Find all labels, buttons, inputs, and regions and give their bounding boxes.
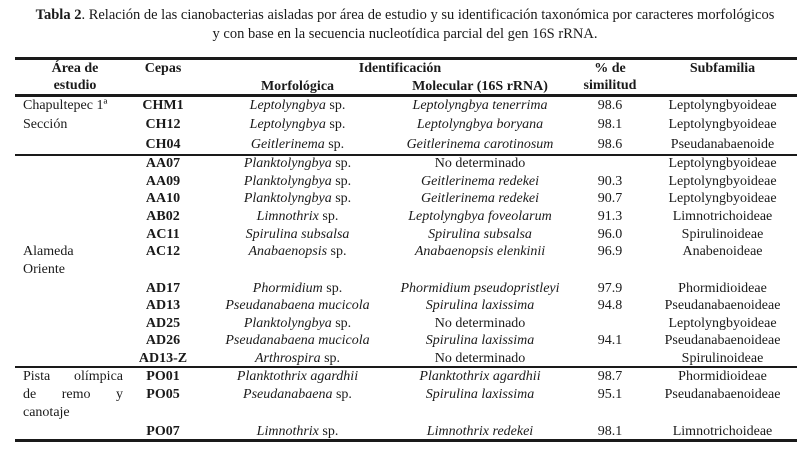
morfologica-id xyxy=(200,97,395,114)
molecular-id: Leptolyngbya boryana xyxy=(416,117,544,132)
subfamilia: Phormidioideae xyxy=(678,369,767,384)
area-label-pista-line2 xyxy=(23,386,123,403)
area-label-chapultepec-line2: Sección xyxy=(23,117,68,132)
morfologica-id xyxy=(200,136,395,153)
cepa-code: AA10 xyxy=(145,191,181,206)
subfamilia: Leptolyngbyoideae xyxy=(668,98,777,113)
species-suffix: sp. xyxy=(331,191,352,206)
similarity-pct: 98.1 xyxy=(597,424,623,439)
species-suffix: sp. xyxy=(318,209,339,224)
morfologica-id xyxy=(200,386,395,403)
similarity-pct: 98.7 xyxy=(597,369,623,384)
header-area-line1: Área de xyxy=(51,61,99,76)
genus-name: Pseudanabaena mucicola xyxy=(225,298,370,313)
cepa-code: PO05 xyxy=(146,387,180,402)
cepa-code: AC12 xyxy=(145,244,181,259)
morfologica-id xyxy=(200,280,395,297)
cepa-code: AD25 xyxy=(145,316,181,331)
area-label-chapultepec-line1: Chapultepec 1ª xyxy=(23,98,108,113)
cepa-code: AD13-Z xyxy=(138,351,188,366)
molecular-id: Spirulina laxissima xyxy=(425,387,535,402)
morfologica-id xyxy=(200,350,395,367)
similarity-pct: 90.7 xyxy=(597,191,623,206)
genus-name: Planktolyngbya xyxy=(243,191,332,206)
genus-name: Spirulina subsalsa xyxy=(245,227,350,242)
subfamilia: Pseudanabaenoideae xyxy=(664,387,781,402)
genus-name: Planktothrix agardhii xyxy=(236,369,359,384)
species-suffix: sp. xyxy=(324,137,345,152)
similarity-pct: 94.8 xyxy=(597,298,623,313)
subfamilia: Phormidioideae xyxy=(678,281,767,296)
morfologica-id xyxy=(200,332,395,349)
caption-line-1 xyxy=(0,6,810,25)
molecular-id: Geitlerinema carotinosum xyxy=(406,137,554,152)
cepa-code: AC11 xyxy=(146,227,180,242)
morfologica-id xyxy=(200,243,395,260)
molecular-id: Leptolyngbya tenerrima xyxy=(412,98,548,113)
cepa-code: AA07 xyxy=(145,156,181,171)
molecular-id: No determinado xyxy=(434,156,526,171)
molecular-id: Spirulina laxissima xyxy=(425,333,535,348)
molecular-id: Anabaenopsis elenkinii xyxy=(414,244,546,259)
genus-name: Limnothrix xyxy=(256,424,319,439)
genus-name: Phormidium xyxy=(252,281,323,296)
subfamilia: Pseudanabaenoide xyxy=(670,137,775,152)
morfologica-id xyxy=(200,423,395,440)
subfamilia: Leptolyngbyoideae xyxy=(668,156,777,171)
subfamilia: Limnotrichoideae xyxy=(672,209,773,224)
genus-name: Planktolyngbya xyxy=(243,316,332,331)
morfologica-id xyxy=(200,226,395,243)
similarity-pct: 96.9 xyxy=(597,244,623,259)
cepa-code: PO01 xyxy=(146,369,180,384)
cepa-code: AD17 xyxy=(145,281,181,296)
genus-name: Geitlerinema xyxy=(250,137,325,152)
similarity-pct: 94.1 xyxy=(597,333,623,348)
morfologica-id xyxy=(200,315,395,332)
species-suffix: sp. xyxy=(322,281,343,296)
area-label-pista-line3: canotaje xyxy=(23,405,70,420)
subfamilia: Anabenoideae xyxy=(682,244,763,259)
cepa-code: CH04 xyxy=(145,137,181,152)
similarity-pct: 98.1 xyxy=(597,117,623,132)
header-pct-line2: similitud xyxy=(583,78,637,93)
species-suffix: sp. xyxy=(318,424,339,439)
area-label-alameda-line2: Oriente xyxy=(23,262,65,277)
molecular-id: Geitlerinema redekei xyxy=(420,174,540,189)
species-suffix: sp. xyxy=(331,316,352,331)
cepa-code: AA09 xyxy=(145,174,181,189)
molecular-id: No determinado xyxy=(434,316,526,331)
header-area-line2: estudio xyxy=(53,78,97,93)
caption-label: Tabla 2 xyxy=(35,7,82,23)
header-cepas: Cepas xyxy=(144,61,182,76)
morfologica-id xyxy=(200,155,395,172)
molecular-id: Limnothrix redekei xyxy=(426,424,534,439)
cepa-code: AB02 xyxy=(146,209,180,224)
molecular-id: Leptolyngbya foveolarum xyxy=(408,209,552,224)
genus-name: Planktolyngbya xyxy=(243,156,332,171)
molecular-id: No determinado xyxy=(434,351,526,366)
subfamilia: Limnotrichoideae xyxy=(672,424,773,439)
similarity-pct: 96.0 xyxy=(597,227,623,242)
species-suffix: sp. xyxy=(331,174,352,189)
genus-name: Pseudanabaena xyxy=(243,387,333,402)
genus-name: Arthrospira xyxy=(254,351,321,366)
morfologica-id xyxy=(200,297,395,314)
molecular-id: Planktothrix agardhii xyxy=(419,369,541,384)
genus-name: Pseudanabaena mucicola xyxy=(225,333,370,348)
similarity-pct: 90.3 xyxy=(597,174,623,189)
header-molecular: Molecular (16S rRNA) xyxy=(412,79,548,94)
species-suffix: sp. xyxy=(327,244,347,259)
subfamilia: Leptolyngbyoideae xyxy=(668,191,777,206)
header-identificacion: Identificación xyxy=(358,61,442,76)
area-label-pista-line1 xyxy=(23,368,123,385)
molecular-id: Geitlerinema redekei xyxy=(420,191,540,206)
species-suffix: sp. xyxy=(325,117,346,132)
morfologica-id xyxy=(200,173,395,190)
molecular-id: Spirulina subsalsa xyxy=(428,227,532,242)
morfologica-id xyxy=(200,116,395,133)
similarity-pct: 97.9 xyxy=(597,281,623,296)
species-suffix: sp. xyxy=(332,387,352,402)
cepa-code: AD26 xyxy=(145,333,181,348)
subfamilia: Leptolyngbyoideae xyxy=(668,117,777,132)
genus-name: Planktolyngbya xyxy=(243,174,332,189)
subfamilia: Leptolyngbyoideae xyxy=(668,174,777,189)
caption-text: . Relación de las cianobacterias aisladas por área de estudio y su identificación taxonómica por caracteres morfológicos xyxy=(81,7,775,23)
genus-name: Leptolyngbya xyxy=(249,117,326,132)
species-suffix: sp. xyxy=(320,351,341,366)
species-suffix: sp. xyxy=(325,98,346,113)
similarity-pct: 98.6 xyxy=(597,98,623,113)
morfologica-id xyxy=(200,190,395,207)
area-label-pista-text2: de remo y xyxy=(23,387,123,402)
genus-name: Limnothrix xyxy=(256,209,319,224)
area-label-pista-text1: Pista olímpica xyxy=(23,369,123,384)
molecular-id: Phormidium pseudopristleyi xyxy=(400,281,560,296)
species-suffix: sp. xyxy=(331,156,352,171)
similarity-pct: 95.1 xyxy=(597,387,623,402)
cepa-code: PO07 xyxy=(146,424,180,439)
area-label-alameda-line1: Alameda xyxy=(23,244,74,259)
header-pct-line1: % de xyxy=(594,61,626,76)
molecular-id: Spirulina laxissima xyxy=(425,298,535,313)
header-subfamilia: Subfamilia xyxy=(689,61,756,76)
cepa-code: AD13 xyxy=(145,298,181,313)
cepa-code: CH12 xyxy=(145,117,181,132)
similarity-pct: 98.6 xyxy=(597,137,623,152)
similarity-pct: 91.3 xyxy=(597,209,623,224)
morfologica-id xyxy=(200,208,395,225)
header-morfologica: Morfológica xyxy=(260,79,335,94)
table-caption xyxy=(0,6,810,44)
subfamilia: Pseudanabaenoideae xyxy=(664,298,781,313)
subfamilia: Spirulinoideae xyxy=(681,227,764,242)
genus-name: Anabaenopsis xyxy=(248,244,328,259)
cepa-code: CHM1 xyxy=(142,98,184,113)
caption-line-2: y con base en la secuencia nucleotídica parcial del gen 16S rRNA. xyxy=(212,26,598,42)
genus-name: Leptolyngbya xyxy=(249,98,326,113)
morfologica-id xyxy=(200,368,395,385)
subfamilia: Leptolyngbyoideae xyxy=(668,316,777,331)
subfamilia: Pseudanabaenoideae xyxy=(664,333,781,348)
subfamilia: Spirulinoideae xyxy=(681,351,764,366)
